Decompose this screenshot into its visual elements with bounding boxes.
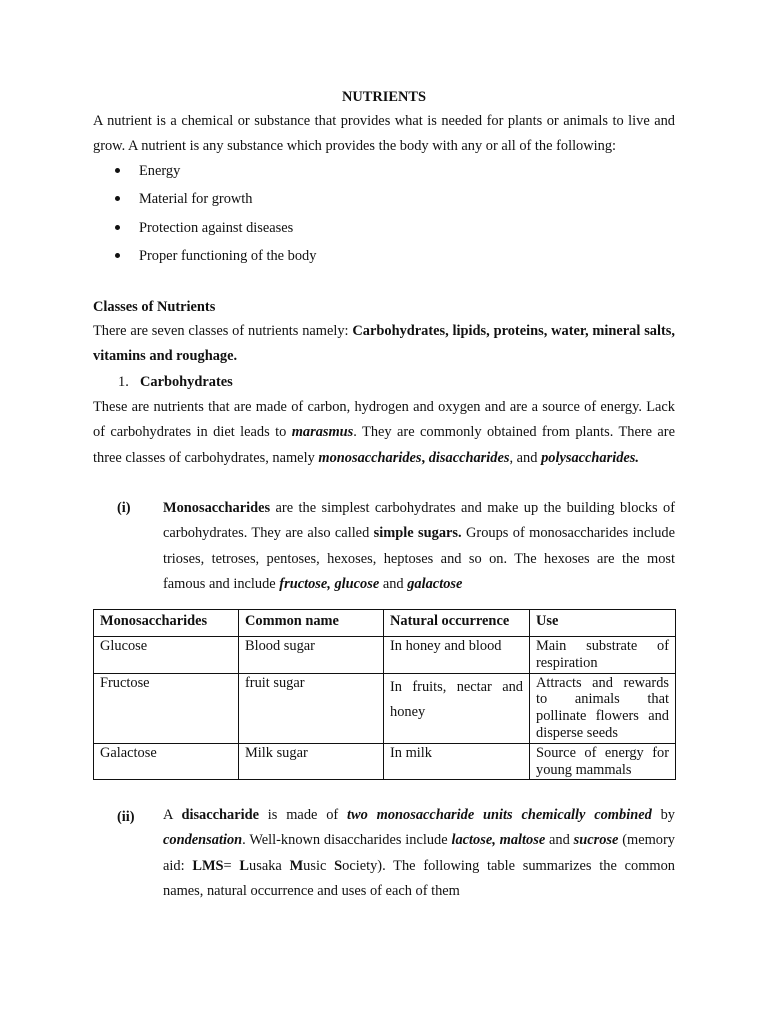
table-cell: In milk — [384, 743, 530, 780]
mono-line-4a: most famous and include — [163, 550, 675, 592]
column-header: Natural occurrence — [384, 610, 530, 637]
lactose-maltose-terms: lactose, maltose — [451, 832, 546, 849]
carb-line-3e: , and — [509, 449, 538, 466]
table-row — [94, 637, 676, 674]
page-title: NUTRIENTS — [342, 89, 426, 105]
list-item: Proper functioning of the body — [113, 245, 316, 273]
table-row — [94, 673, 676, 743]
di-paragraph — [163, 803, 675, 904]
acronym-letter: M — [289, 857, 304, 874]
monosaccharides-term: monosaccharides — [318, 449, 422, 466]
carb-line-2c: . They are commonly obtained from plants. — [353, 424, 614, 441]
comma: , — [421, 449, 429, 466]
di-line-1c: is made of — [258, 807, 348, 823]
di-line-3c: = — [223, 857, 240, 874]
disaccharide-term: disaccharide — [181, 807, 259, 823]
intro-paragraph — [93, 109, 675, 160]
carb-line-3a: There are three classes of carbohydrates, namely — [93, 424, 675, 466]
intro-line-1: A nutrient is a chemical or substance that provides what is needed for plants or animals to live and — [93, 113, 675, 129]
acronym-letter: S — [334, 857, 343, 874]
table-header-row — [94, 610, 676, 637]
disaccharides-term: disaccharides — [428, 449, 510, 466]
carb-line-1: These are nutrients that are made of carbon, hydrogen and oxygen and are a source of energy. — [93, 399, 642, 415]
list-item: Protection against diseases — [113, 217, 316, 245]
mono-line-4c: and — [379, 575, 408, 592]
mono-line-3: include trioses, tetroses, pentoses, hexoses, heptoses and so on. The hexoses are the — [163, 525, 675, 567]
monosaccharides-table — [93, 609, 676, 780]
di-line-1e: by — [651, 807, 675, 823]
di-label: (ii) — [117, 809, 135, 825]
section-number: 1. — [118, 374, 129, 390]
condensation-term: condensation — [163, 832, 243, 849]
table-cell: Main substrate of respiration — [530, 637, 676, 674]
di-line-3g: usic — [303, 857, 335, 874]
column-header: Common name — [239, 610, 384, 637]
di-line-3i: ociety). The following table summarizes the — [342, 857, 617, 874]
hexoses-terms: fructose, glucose — [279, 575, 380, 592]
table-cell: Source of energy for young mammals — [530, 743, 676, 780]
list-item: Material for growth — [113, 188, 316, 216]
table-row — [94, 743, 676, 780]
table-cell: Attracts and rewards to animals that pollinate flowers and disperse seeds — [530, 673, 676, 743]
table-cell: Galactose — [94, 743, 239, 780]
carbohydrates-paragraph — [93, 395, 675, 471]
list-item: Energy — [113, 160, 316, 188]
di-line-4: common names, natural occurrence and uses of each of them — [163, 857, 675, 899]
di-line-2d: and — [545, 832, 574, 849]
classes-paragraph — [93, 319, 675, 370]
mono-line-2a: of carbohydrates. They are also called — [163, 500, 675, 542]
classes-list-line-2: salts, vitamins and roughage. — [93, 323, 675, 365]
di-line-3e: usaka — [249, 857, 290, 874]
table-cell: Milk sugar — [239, 743, 384, 780]
carb-line-2a: Lack of carbohydrates in diet leads to — [93, 399, 675, 441]
di-line-2b: . Well-known disaccharides include — [242, 832, 452, 849]
classes-list-line-1: Carbohydrates, lipids, proteins, water, mineral — [352, 323, 641, 339]
table-cell: fruit sugar — [239, 673, 384, 743]
table-cell: In honey and blood — [384, 637, 530, 674]
classes-heading: Classes of Nutrients — [93, 299, 216, 315]
mono-term: Monosaccharides — [163, 500, 271, 516]
simple-sugars-term: simple sugars. — [373, 525, 462, 542]
acronym-letter: L — [239, 857, 250, 874]
mono-line-2c: Groups of monosaccharides — [461, 525, 629, 542]
sucrose-term: sucrose — [573, 832, 619, 849]
marasmus-term: marasmus — [291, 424, 354, 441]
section-title: Carbohydrates — [140, 374, 233, 390]
column-header: Use — [530, 610, 676, 637]
galactose-term: galactose — [407, 575, 463, 592]
classes-text: There are seven classes of nutrients namely: — [93, 323, 353, 339]
table-cell: Blood sugar — [239, 637, 384, 674]
table-cell: Fructose — [94, 673, 239, 743]
di-definition: two monosaccharide units chemically combined — [347, 807, 652, 823]
table-cell: Glucose — [94, 637, 239, 674]
nutrient-functions-list — [113, 160, 316, 274]
di-line-1a: A — [163, 807, 182, 823]
lms-acronym: LMS — [192, 857, 224, 874]
mono-label: (i) — [117, 500, 131, 516]
column-header: Monosaccharides — [94, 610, 239, 637]
polysaccharides-term: polysaccharides. — [541, 449, 639, 466]
di-line-3a: (memory aid: — [163, 832, 675, 874]
mono-paragraph — [163, 496, 675, 597]
carbohydrates-heading — [118, 371, 233, 393]
table-cell: In fruits, nectar and honey — [384, 673, 530, 743]
mono-line-1: are the simplest carbohydrates and make up the building blocks — [270, 500, 658, 516]
intro-line-2: grow. A nutrient is any substance which provides the body with any or all of the following: — [93, 138, 617, 155]
